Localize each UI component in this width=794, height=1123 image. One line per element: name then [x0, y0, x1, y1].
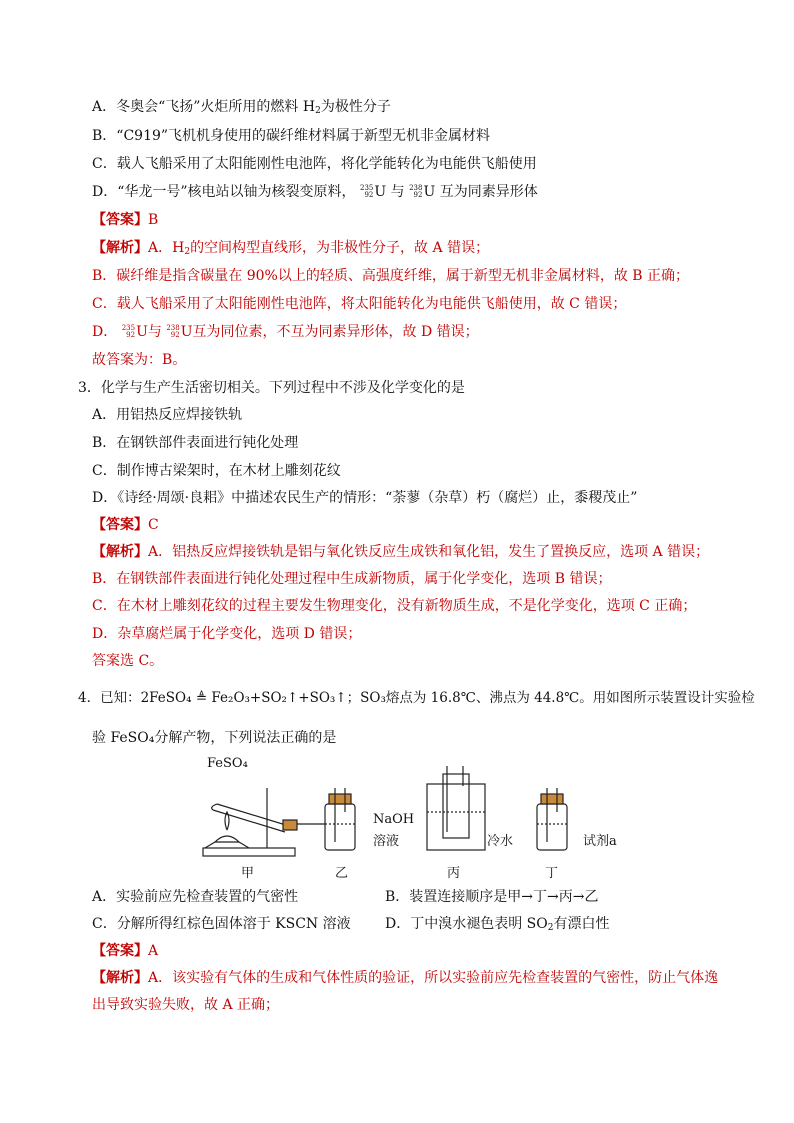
- answer-tag: 【答案】: [92, 212, 148, 228]
- q3-analysis-a: [92, 542, 709, 562]
- reactant-label: FeSO₄: [207, 756, 248, 771]
- q3-analysis-d: D．杂草腐烂属于化学变化，选项 D 错误；: [92, 626, 362, 642]
- reagent-a-label: 试剂a: [583, 834, 617, 849]
- analysis-text: A．铝热反应焊接铁轨是铝与氧化铁反应生成铁和氧化铝，发生了置换反应，选项 A 错误；: [148, 544, 710, 560]
- isotope-notation: [409, 185, 422, 199]
- q2-option-b: B．“C919”飞机机身使用的碳纤维材料属于新型无机非金属材料: [92, 128, 491, 144]
- q4-option-d-tail: 有漂白性: [553, 916, 610, 932]
- atomic-number: 92: [413, 191, 423, 199]
- q4-stem: [78, 688, 755, 708]
- apparatus-jia-label: 甲: [241, 866, 255, 881]
- q3-option-d: D．《诗经·周颂·良耜》中描述农民生产的情形：“荼蓼（杂草）朽（腐烂）止，黍稷茂止”: [92, 490, 638, 506]
- answer-value: C: [148, 517, 159, 533]
- cold-water-label: 冷水: [487, 834, 514, 849]
- q3-option-a: A．用铝热反应焊接铁轨: [92, 407, 243, 423]
- test-tube-end: [212, 804, 217, 810]
- answer-tag: 【答案】: [92, 517, 148, 533]
- element-symbol: U: [136, 324, 148, 340]
- naoh-label: NaOH: [373, 812, 415, 827]
- answer-tag: 【答案】: [92, 943, 148, 959]
- q3-option-c: C．制作博古梁架时，在木材上雕刻花纹: [92, 463, 341, 479]
- mass-number: 238: [166, 324, 180, 332]
- question-stem: 已知：: [100, 690, 141, 706]
- analysis-text: A．该实验有气体的生成和气体性质的验证，所以实验前应先检查装置的气密性，防止气体逸: [148, 970, 719, 986]
- question-number: 3．: [78, 380, 101, 396]
- alcohol-lamp: [215, 836, 239, 842]
- naoh-solution-label: 溶液: [373, 834, 400, 849]
- subscript: 2: [315, 106, 321, 116]
- analysis-tail: 的空间构型直线形，为非极性分子，故 A 错误；: [190, 240, 490, 256]
- isotope-notation: [360, 185, 373, 199]
- q2-analysis-d: [92, 322, 479, 342]
- analysis-text: A．H: [148, 240, 185, 256]
- q4-option-d: [385, 914, 609, 938]
- stopper-ding: [541, 794, 563, 804]
- q2-option-d-text: D．“华龙一号”核电站以铀为核裂变原料，: [92, 184, 356, 200]
- element-symbol: U: [423, 184, 436, 200]
- analysis-text: D．: [92, 324, 118, 340]
- chemical-equation: 2FeSO₄ ≜ Fe₂O₃+SO₂↑+SO₃↑；: [140, 690, 361, 706]
- q4-option-a: A．实验前应先检查装置的气密性: [92, 889, 299, 905]
- question-stem: 化学与生产生活密切相关。下列过程中不涉及化学变化的是: [100, 380, 465, 396]
- question-stem-tail: SO₃熔点为 16.8℃、沸点为 44.8℃。用如图所示装置设计实验检: [360, 690, 755, 706]
- atomic-number: 92: [364, 191, 374, 199]
- element-symbol: U: [374, 184, 387, 200]
- q4-analysis-a: [92, 968, 718, 988]
- apparatus-yi-label: 乙: [335, 866, 349, 881]
- mass-number: 235: [121, 324, 136, 332]
- stand-base: [203, 848, 295, 856]
- apparatus-bing-label: 丙: [447, 866, 461, 881]
- answer-value: A: [148, 943, 159, 959]
- stopper-yi: [329, 794, 351, 804]
- q3-answer: [92, 515, 159, 535]
- analysis-tag: 【解析】: [92, 970, 148, 986]
- mass-number: 235: [360, 184, 374, 192]
- q2-option-a-tail: 为极性分子: [320, 99, 391, 115]
- analysis-tag: 【解析】: [92, 544, 148, 560]
- connector-text: 与: [147, 324, 162, 340]
- q4-option-c: C．分解所得红棕色固体溶于 KSCN 溶液: [92, 916, 351, 932]
- atomic-number: 92: [126, 331, 136, 339]
- analysis-tail: 互为同位素，不互为同素异形体，故 D 错误；: [192, 324, 479, 340]
- isotope-notation: [122, 325, 135, 339]
- apparatus-figure: [195, 752, 635, 882]
- mass-number: 238: [409, 184, 423, 192]
- q3-option-b: B．在钢铁部件表面进行钝化处理: [92, 435, 299, 451]
- bottle-ding: [537, 804, 567, 850]
- q4-analysis-a-cont: 出导致实验失败，故 A 正确；: [92, 997, 280, 1013]
- q3-analysis-c: C．在木材上雕刻花纹的过程主要发生物理变化，没有新物质生成，不是化学变化，选项 C 正确；: [92, 598, 697, 614]
- isotope-notation: [166, 325, 179, 339]
- q2-answer: [92, 210, 158, 230]
- q3-stem: [78, 378, 465, 398]
- q3-conclusion: 答案选 C。: [92, 653, 164, 669]
- q2-conclusion: 故答案为：B。: [92, 352, 187, 368]
- analysis-tag: 【解析】: [92, 240, 148, 256]
- q2-option-a: [92, 97, 391, 121]
- subscript: 2: [184, 247, 191, 257]
- q2-analysis-b: B．碳纤维是指含碳量在 90%以上的轻质、高强度纤维，属于新型无机非金属材料，故 B 正确；: [92, 268, 690, 284]
- atomic-number: 92: [170, 331, 180, 339]
- bottle-yi: [325, 804, 355, 850]
- q2-analysis-a: [92, 238, 489, 262]
- q3-analysis-b: B．在钢铁部件表面进行钝化处理过程中生成新物质，属于化学变化，选项 B 错误；: [92, 571, 612, 587]
- q2-option-c: C．载人飞船采用了太阳能刚性电池阵，将化学能转化为电能供飞船使用: [92, 156, 537, 172]
- beaker-bing: [427, 784, 485, 850]
- subscript: 2: [547, 923, 554, 933]
- apparatus-drawing: [195, 752, 635, 882]
- q2-analysis-c: C．载人飞船采用了太阳能刚性电池阵，将太阳能转化为电能供飞船使用，故 C 错误；: [92, 296, 627, 312]
- q4-stem-line2: 验 FeSO₄分解产物，下列说法正确的是: [92, 730, 337, 746]
- q2-option-d: [92, 182, 538, 202]
- q4-option-d-text: D．丁中溴水褪色表明 SO: [385, 916, 548, 932]
- stopper: [283, 820, 297, 830]
- q2-option-d-tail: 互为同素异形体: [439, 184, 538, 200]
- element-symbol: U: [180, 324, 193, 340]
- question-number: 4．: [78, 690, 101, 706]
- q4-answer: [92, 941, 158, 961]
- answer-value: B: [148, 212, 159, 228]
- q4-option-b: B．装置连接顺序是甲→丁→丙→乙: [385, 889, 599, 905]
- apparatus-ding-label: 丁: [545, 866, 559, 881]
- q2-option-a-text: A．冬奥会“飞扬”火炬所用的燃料 H: [92, 99, 316, 115]
- connector-text: 与: [390, 184, 405, 200]
